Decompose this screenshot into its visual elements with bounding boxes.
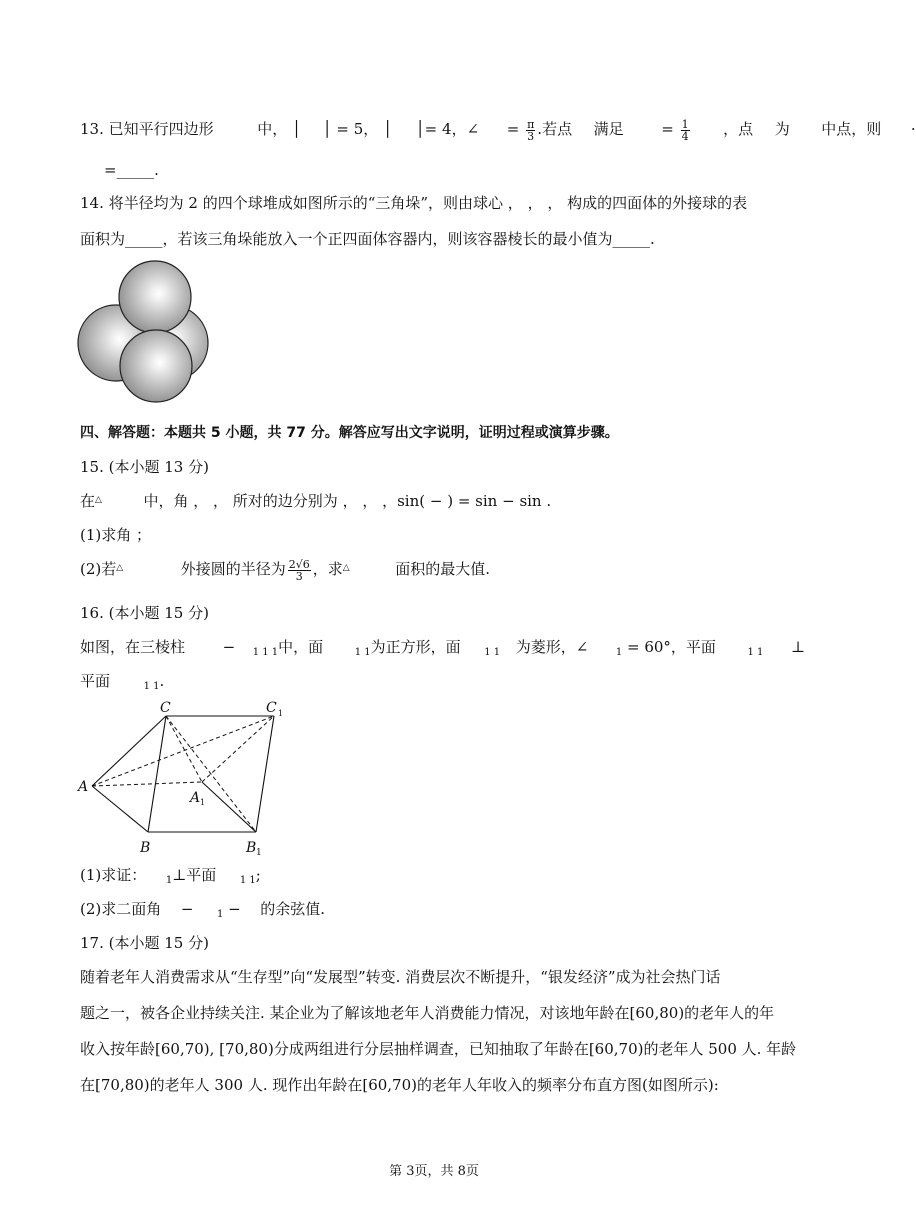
q17-paragraph-line: 收入按年龄[60,70), [70,80)分成两组进行分层抽样调查，已知抽取了年龄在[60,70)的老年人 500 人. 年龄 bbox=[80, 1040, 797, 1058]
q15-part2-text: 面积的最大值. bbox=[395, 560, 491, 578]
label-B1: B bbox=[246, 840, 257, 856]
q13-line2: =_____. bbox=[104, 161, 159, 179]
frac-numerator: 2√6 bbox=[288, 557, 310, 571]
triangle-symbol: △ bbox=[342, 563, 350, 573]
q13-text-eq4: │= 4，∠ bbox=[415, 120, 480, 138]
q16-stem-text: 为正方形，面 bbox=[370, 638, 461, 656]
page-footer: 第 3页，共 8页 bbox=[389, 1164, 479, 1179]
q16-stem-text: 中，面 bbox=[278, 638, 324, 656]
q16-part1 bbox=[80, 864, 261, 886]
triangle-symbol: △ bbox=[95, 495, 102, 505]
q16-stem-line2 bbox=[80, 670, 164, 692]
q13-text-dian: ，点 bbox=[723, 120, 754, 138]
q17-paragraph-line: 在[70,80)的老年人 300 人. 现作出年龄在[60,70)的老年人年收入的频率分布直方图(如图所示): bbox=[80, 1076, 719, 1094]
label-A1: A bbox=[190, 790, 201, 806]
q16-stem-line1 bbox=[80, 636, 805, 658]
triangle-symbol: △ bbox=[116, 563, 124, 573]
q16-part2-text: − bbox=[228, 900, 241, 918]
q16-part2-text: (2)求二面角 bbox=[80, 900, 162, 918]
edge-A-B bbox=[92, 786, 148, 832]
edge-C-B bbox=[148, 716, 166, 832]
section-heading: 四、解答题：本题共 5 小题，共 77 分。解答应写出文字说明，证明过程或演算步骤。 bbox=[80, 425, 619, 441]
subscript: 1 1 bbox=[747, 647, 764, 658]
frac-denominator: 4 bbox=[681, 129, 689, 143]
q13-fraction-pi-3 bbox=[526, 119, 535, 142]
q15-fraction bbox=[288, 559, 311, 582]
edge-A-C bbox=[92, 716, 166, 786]
frac-numerator: π bbox=[527, 117, 535, 131]
label-B1-sub: 1 bbox=[256, 848, 262, 858]
prism-figure bbox=[74, 696, 304, 861]
edge-A-C1 bbox=[92, 716, 274, 786]
q16-part1-text: (1)求证： bbox=[80, 866, 147, 884]
subscript: 1 1 bbox=[239, 875, 256, 886]
q13-text-eq5: = 5， bbox=[336, 120, 379, 138]
q13-fraction-1-4 bbox=[681, 119, 690, 142]
q16-stem-text: = 60°，平面 bbox=[627, 638, 716, 656]
subscript: 1 1 bbox=[354, 647, 371, 658]
q13-text-ruodian: .若点 bbox=[537, 120, 573, 138]
label-C: C bbox=[160, 700, 171, 716]
frac-denominator: 3 bbox=[527, 129, 535, 143]
q16-part1-text: ; bbox=[255, 866, 261, 884]
q15-stem-text: 在 bbox=[80, 492, 96, 510]
q13-text-eq: = bbox=[506, 120, 520, 138]
q15-part2 bbox=[80, 558, 490, 582]
label-C1: C bbox=[266, 700, 277, 716]
subscript: 1 1 1 bbox=[252, 647, 279, 658]
edge-A-A1 bbox=[92, 782, 202, 786]
label-A1-sub: 1 bbox=[200, 798, 206, 807]
q15-part2-text: 外接圆的半径为 bbox=[180, 560, 286, 578]
q16-stem-text: − bbox=[222, 638, 236, 656]
q16-stem-text: 如图，在三棱柱 bbox=[80, 638, 186, 656]
sphere-stack-figure bbox=[70, 255, 220, 405]
sphere-front bbox=[120, 330, 192, 402]
label-B: B bbox=[140, 840, 151, 856]
q16-title: 16. (本小题 15 分) bbox=[80, 604, 209, 622]
frac-denominator: 3 bbox=[295, 569, 303, 583]
q16-stem-text: ⊥ bbox=[790, 638, 806, 656]
label-C1-sub: 1 bbox=[278, 709, 284, 718]
sphere-top bbox=[119, 261, 191, 333]
q16-part2-text: 的余弦值. bbox=[260, 900, 326, 918]
subscript: 1 bbox=[615, 647, 623, 658]
q15-title: 15. (本小题 13 分) bbox=[80, 458, 209, 476]
q17-paragraph-line: 题之一，被各企业持续关注. 某企业为了解该地老年人消费能力情况，对该地年龄在[60,80)的老年人的年 bbox=[80, 1004, 775, 1022]
subscript: 1 bbox=[216, 909, 224, 920]
q13-text-eq2: = bbox=[661, 120, 674, 138]
q13-text-manzu: 满足 bbox=[593, 120, 624, 138]
frac-numerator: 1 bbox=[681, 117, 689, 131]
q13-abs-bar: │ bbox=[383, 120, 393, 138]
edge-C1-B1 bbox=[256, 716, 274, 832]
edge-A1-C1 bbox=[202, 716, 274, 782]
subscript: 1 bbox=[165, 875, 173, 886]
q13-text-zhongdian: 中点，则 bbox=[821, 120, 882, 138]
q15-stem bbox=[80, 490, 551, 511]
q16-part1-text: ⊥平面 bbox=[172, 866, 217, 884]
q13-abs-bar: │ bbox=[322, 120, 332, 138]
q13-text-wei: 为 bbox=[774, 120, 790, 138]
q13-number-text: 13. 已知平行四边形 bbox=[80, 120, 214, 138]
q17-paragraph-line: 随着老年人消费需求从“生存型”向“发展型”转变. 消费层次不断提升，“银发经济”成为社会热门话 bbox=[80, 968, 721, 986]
q15-part2-text: ，求 bbox=[312, 560, 343, 578]
q13-text-zhong: 中， bbox=[257, 120, 288, 138]
subscript: 1 1 bbox=[143, 681, 160, 692]
edge-C-A1 bbox=[166, 716, 202, 782]
q15-part1: (1)求角 ； bbox=[80, 526, 152, 544]
label-A: A bbox=[78, 779, 89, 795]
q15-part2-text: (2)若 bbox=[80, 560, 117, 578]
q15-stem-text: 中，角 ， ， 所对的边分别为 ， ， ，sin( − ) = sin − sin . bbox=[143, 492, 552, 510]
q14-line1: 14. 将半径均为 2 的四个球堆成如图所示的“三角垛”，则由球心 ， ， ， 构成的四面体的外接球的表 bbox=[80, 194, 748, 212]
subscript: 1 1 bbox=[484, 647, 501, 658]
q16-stem-text: 平面 bbox=[80, 672, 111, 690]
q13-text-dot: · bbox=[910, 120, 916, 138]
q16-part2-text: − bbox=[180, 900, 194, 918]
q13-abs-bar: │ bbox=[291, 120, 302, 138]
edge-C-B1 bbox=[166, 716, 256, 832]
q13-line1 bbox=[80, 118, 916, 142]
q16-part2 bbox=[80, 898, 325, 920]
edge-A1-B1 bbox=[202, 782, 256, 832]
q16-stem-text: 为菱形，∠ bbox=[515, 638, 589, 656]
q14-line2: 面积为_____，若该三角垛能放入一个正四面体容器内，则该容器棱长的最小值为_____. bbox=[80, 230, 655, 248]
q17-title: 17. (本小题 15 分) bbox=[80, 934, 209, 952]
q16-stem-text: . bbox=[159, 672, 165, 690]
